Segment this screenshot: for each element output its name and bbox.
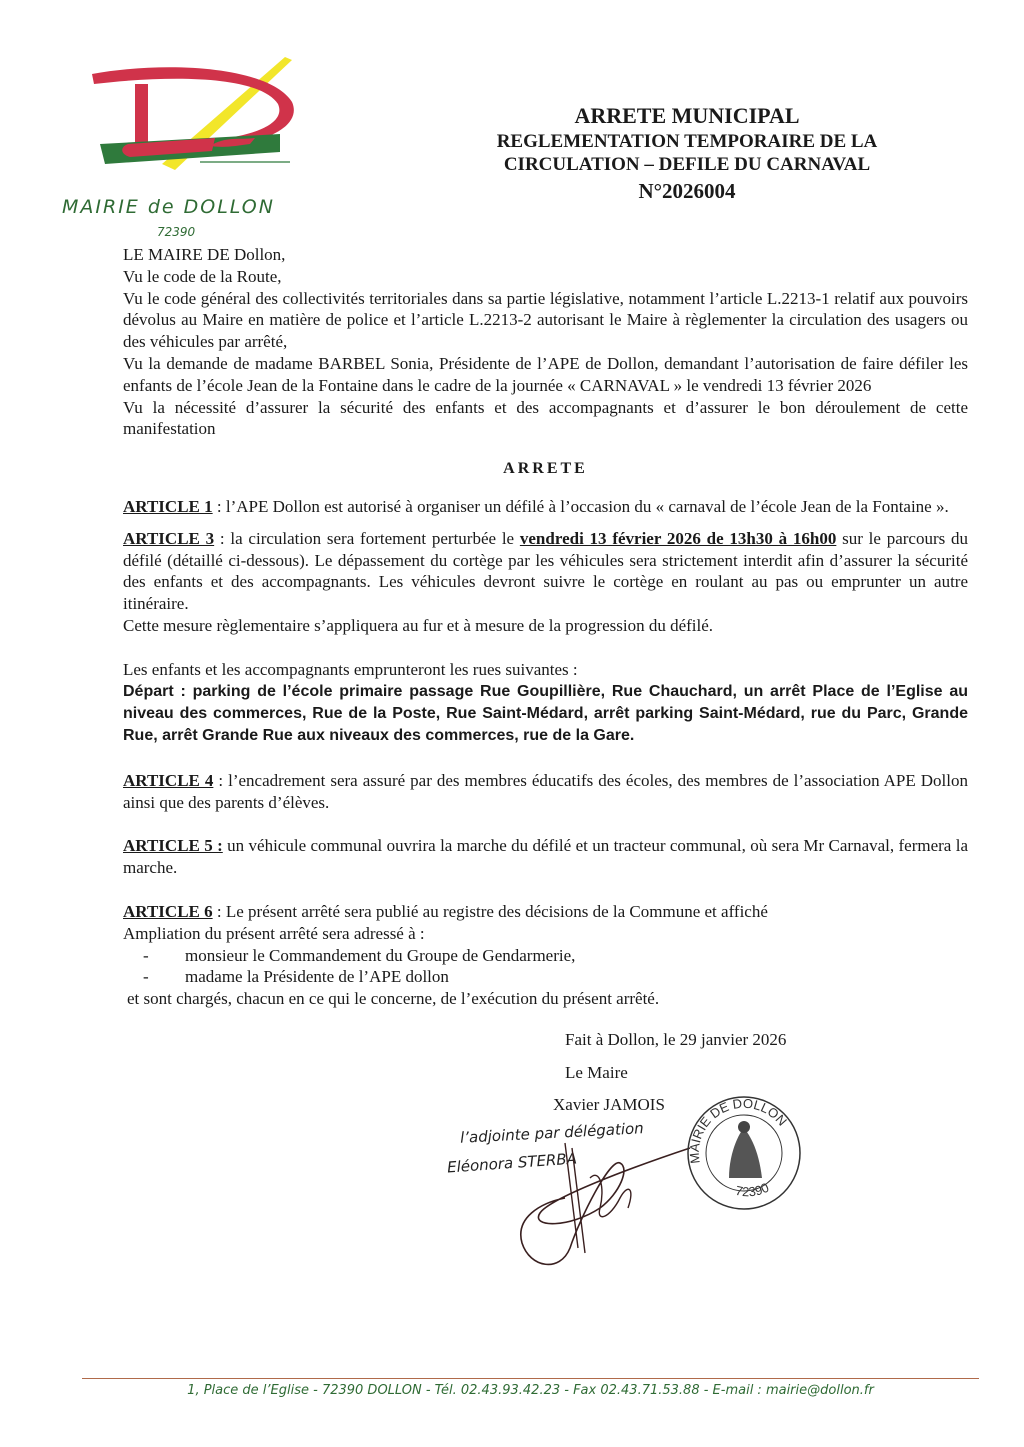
handwritten-signature <box>510 1128 710 1278</box>
preamble-line: Vu le code de la Route, <box>123 266 282 286</box>
article-3 <box>123 528 968 637</box>
article-3-note: Cette mesure règlementaire s’appliquera au fur et à mesure de la progression du défilé. <box>123 615 714 635</box>
handwritten-delegation: l’adjointe par délégation <box>459 1119 645 1147</box>
stamp-code: 72390 <box>734 1179 772 1200</box>
closing: et sont chargés, chacun en ce qui le concerne, de l’exécution du présent arrêté. <box>127 989 660 1009</box>
route-description: Départ : parking de l’école primaire passage Rue Goupillière, Rue Chauchard, un arrêt Place de l’Eglise au niveau des commerces, Rue de la Poste, Rue Saint-Médard, arrêt parking Saint-Médard, rue du Parc, Grande Rue, arrêt Grande Rue aux niveaux des commerces, rue de la Gare. <box>123 682 968 745</box>
article-4-text: : l’encadrement sera assuré par des membres éducatifs des écoles, des membres de l’association APE Dollon ainsi que des parents d’élèves. <box>123 770 968 812</box>
stamp-text: MAIRIE DE DOLLON <box>686 1095 790 1165</box>
article-1-label: ARTICLE 1 <box>123 496 213 516</box>
article-3-label: ARTICLE 3 <box>123 528 215 548</box>
mairie-logo <box>80 52 310 177</box>
signatory-name: Xavier JAMOIS <box>553 1094 665 1114</box>
article-3-date: vendredi 13 février 2026 de 13h30 à 16h00 <box>519 528 837 548</box>
document-number: N°2026004 <box>638 179 736 203</box>
article-6-text: : Le présent arrêté sera publié au registre des décisions de la Commune et affiché <box>212 901 768 921</box>
article-3-text: : la circulation sera fortement perturbée le <box>214 528 520 548</box>
article-5 <box>123 835 968 879</box>
preamble-line: Vu la nécessité d’assurer la sécurité des enfants et des accompagnants et d’assurer le bon déroulement de cette manifestation <box>123 397 968 439</box>
document-title: ARRETE MUNICIPAL <box>574 103 800 128</box>
route-intro: Les enfants et les accompagnants emprunteront les rues suivantes : <box>123 659 578 679</box>
article-3-text-2: sur le parcours du défilé (détaillé ci-dessous). Le dépassement du cortège par les véhicules sera strictement interdit afin d’assurer la sécurité des enfants et des accompagnants. Les véhicules devront suivre le cortège en roulant au pas ou emprunter un autre itinéraire. <box>123 528 968 614</box>
mairie-stamp <box>684 1093 804 1213</box>
preamble-line: Vu la demande de madame BARBEL Sonia, Présidente de l’APE de Dollon, demandant l’autorisation de faire défiler les enfants de l’école Jean de la Fontaine dans le cadre de la journée « CARNAVAL » le vendredi 13 février 2026 <box>123 353 968 395</box>
article-6 <box>123 901 968 1010</box>
article-1-text: : l’APE Dollon est autorisé à organiser un défilé à l’occasion du « carnaval de l’école Jean de la Fontaine ». <box>212 496 949 516</box>
article-5-text: un véhicule communal ouvrira la marche du défilé et un tracteur communal, où sera Mr Carnaval, fermera la marche. <box>123 836 968 878</box>
handwritten-deputy-name: Eléonora STERBA <box>446 1149 578 1177</box>
preamble-line: Vu le code général des collectivités territoriales dans sa partie législative, notamment l’article L.2213-1 relatif aux pouvoirs dévolus au Maire en matière de police et l’article L.2213-2 autorisant le Maire à règlementer la circulation des usagers ou des véhicules par arrêté, <box>123 288 968 352</box>
preamble-line: LE MAIRE DE Dollon, <box>123 245 286 264</box>
document-body <box>123 244 968 1270</box>
signature-block <box>446 1029 968 1270</box>
preamble <box>123 244 968 440</box>
article-1 <box>123 496 968 518</box>
arrete-heading: ARRETE <box>503 460 588 478</box>
footer-contact: 1, Place de l’Eglise - 72390 DOLLON - Tél. 02.43.93.42.23 - Fax 02.43.71.53.88 - E-mail : mairie@dollon.fr <box>187 1383 874 1398</box>
recipient-item: - madame la Présidente de l’APE dollon <box>143 967 449 987</box>
ampliation: Ampliation du présent arrêté sera adressé à : <box>123 923 425 943</box>
article-6-label: ARTICLE 6 <box>123 901 213 921</box>
document-subtitle-1: REGLEMENTATION TEMPORAIRE DE LA <box>496 131 878 152</box>
footer-divider <box>82 1378 979 1379</box>
recipient-item: - monsieur le Commandement du Groupe de Gendarmerie, <box>143 945 576 965</box>
article-5-label: ARTICLE 5 : <box>123 836 223 856</box>
document-subtitle-2: CIRCULATION – DEFILE DU CARNAVAL <box>503 154 871 175</box>
svg-text:72390 <box>734 1180 771 1200</box>
article-4 <box>123 770 968 814</box>
article-4-label: ARTICLE 4 <box>123 770 214 790</box>
mairie-name: MAIRIE de DOLLON <box>62 196 275 218</box>
place-date: Fait à Dollon, le 29 janvier 2026 <box>565 1029 787 1049</box>
signatory-role: Le Maire <box>565 1062 628 1082</box>
mairie-postcode: 72390 <box>157 225 196 239</box>
